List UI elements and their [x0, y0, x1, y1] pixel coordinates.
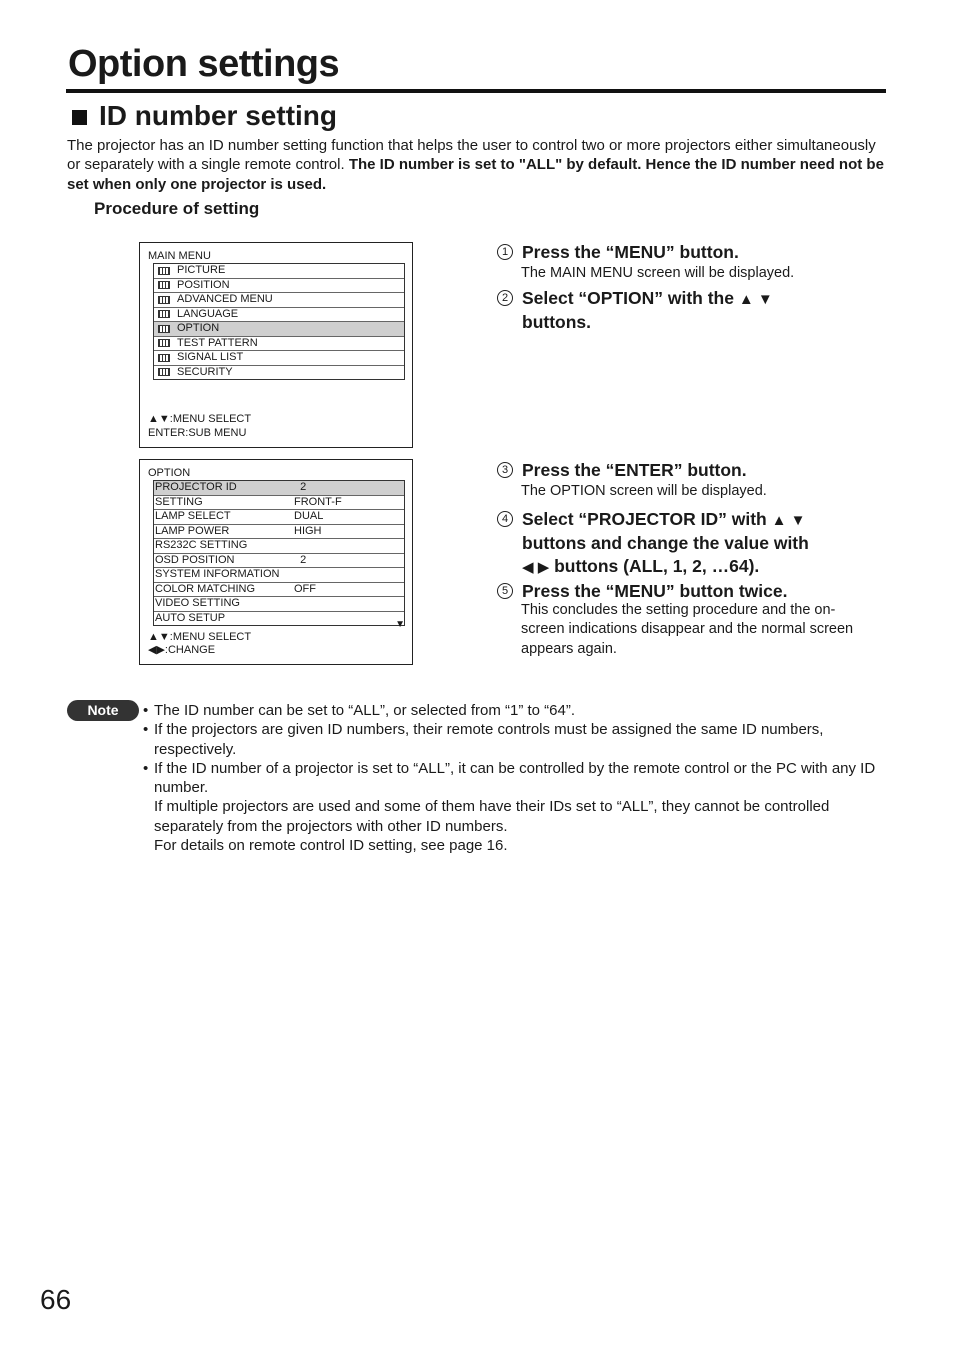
step-heading: Select “PROJECTOR ID” with: [522, 509, 772, 529]
square-bullet-icon: [72, 110, 87, 125]
step-5: [497, 580, 877, 659]
intro-bold-text: The ID number is set to "ALL" by default. Hence the ID number need not be set when only one projector is used.: [67, 156, 884, 193]
note-continuation: For details on remote control ID setting, see page 16.: [154, 837, 508, 855]
option-row-projector-id[interactable]: [154, 481, 404, 496]
note-badge: Note: [67, 700, 139, 721]
step-heading: Press the “MENU” button twice.: [522, 581, 788, 601]
step-heading: Press the “MENU” button.: [522, 242, 739, 262]
menu-item-label: SECURITY: [177, 365, 233, 378]
option-row-system-information[interactable]: [154, 568, 404, 583]
picture-icon: [158, 267, 170, 275]
option-label: AUTO SETUP: [155, 611, 226, 624]
menu-item-label: OPTION: [177, 322, 220, 335]
step-4: [497, 508, 809, 579]
option-label: LAMP POWER: [155, 524, 230, 537]
step-number-circle: 2: [497, 290, 513, 306]
security-icon: [158, 368, 170, 376]
page-number: 66: [40, 1284, 72, 1315]
option-label: PROJECTOR ID: [155, 481, 237, 494]
step-number-circle: 3: [497, 462, 513, 478]
language-icon: [158, 310, 170, 318]
bullet: •: [143, 702, 149, 719]
option-label: OSD POSITION: [155, 553, 235, 566]
step-description: This concludes the setting procedure and the on-screen indications disappear and the normal screen appears again.: [521, 602, 854, 657]
menu-item-test-pattern[interactable]: [154, 337, 404, 352]
option-screen: [139, 459, 413, 665]
option-row-setting[interactable]: [154, 496, 404, 511]
note-text: If the ID number of a projector is set to “ALL”, it can be controlled by the remote control or the PC with any ID number.: [154, 759, 876, 797]
option-row-video-setting[interactable]: [154, 597, 404, 612]
menu-footer-enter: ENTER:SUB MENU: [148, 427, 247, 439]
step-heading: Select “OPTION” with the: [522, 288, 739, 308]
test-pattern-icon: [158, 339, 170, 347]
left-right-arrows-icon: ◀ ▶: [522, 559, 550, 576]
step-heading: Press the “ENTER” button.: [522, 460, 747, 480]
section-heading: [72, 98, 337, 134]
option-label: SETTING: [155, 495, 203, 508]
bullet: •: [143, 759, 149, 777]
option-label: SYSTEM INFORMATION: [155, 568, 280, 581]
step-description: The OPTION screen will be displayed.: [521, 483, 767, 499]
main-menu-list: [153, 263, 405, 380]
option-value: DUAL: [294, 510, 324, 523]
position-icon: [158, 281, 170, 289]
option-footer-select: ▲▼:MENU SELECT: [148, 631, 252, 643]
menu-item-position[interactable]: [154, 279, 404, 294]
main-menu-title: MAIN MENU: [148, 250, 211, 262]
menu-item-label: SIGNAL LIST: [177, 351, 244, 364]
option-row-rs232c-setting[interactable]: [154, 539, 404, 554]
step-description: The MAIN MENU screen will be displayed.: [521, 265, 795, 281]
menu-item-label: POSITION: [177, 278, 230, 291]
step-number-circle: 1: [497, 244, 513, 260]
step-1: [497, 241, 794, 283]
step-heading-cont: buttons.: [522, 312, 592, 332]
option-value: OFF: [294, 582, 316, 595]
signal-list-icon: [158, 354, 170, 362]
option-value: 2: [294, 481, 307, 494]
option-value: 2: [294, 553, 307, 566]
menu-item-label: ADVANCED MENU: [177, 293, 273, 306]
note-list: [143, 701, 883, 855]
menu-item-language[interactable]: [154, 308, 404, 323]
note-text: If the projectors are given ID numbers, their remote controls must be assigned the same ID numbers, respectively.: [154, 721, 824, 758]
option-list: [153, 480, 405, 626]
option-row-color-matching[interactable]: [154, 583, 404, 598]
advanced-menu-icon: [158, 296, 170, 304]
note-text: The ID number can be set to “ALL”, or selected from “1” to “64”.: [154, 702, 576, 719]
option-row-osd-position[interactable]: [154, 554, 404, 569]
menu-item-advanced-menu[interactable]: [154, 293, 404, 308]
step-heading-cont2: buttons (ALL, 1, 2, …64).: [549, 556, 760, 576]
page-title: Option settings: [68, 43, 340, 85]
option-icon: [158, 325, 170, 333]
title-rule: [66, 89, 886, 93]
option-label: VIDEO SETTING: [155, 597, 240, 610]
option-label: LAMP SELECT: [155, 510, 231, 523]
option-label: RS232C SETTING: [155, 539, 248, 552]
menu-item-option[interactable]: [154, 322, 404, 337]
step-3: [497, 459, 767, 501]
procedure-heading: Procedure of setting: [94, 199, 260, 218]
step-heading-cont: buttons and change the value with: [522, 533, 809, 553]
menu-footer-select: ▲▼:MENU SELECT: [148, 413, 252, 425]
option-label: COLOR MATCHING: [155, 582, 256, 595]
menu-item-label: LANGUAGE: [177, 307, 239, 320]
option-footer-change: ◀▶:CHANGE: [148, 644, 216, 656]
step-number-circle: 5: [497, 583, 513, 599]
option-value: FRONT-F: [294, 495, 342, 508]
note-continuation: If multiple projectors are used and some of them have their IDs set to “ALL”, they cannot be controlled separately from the projectors with other ID numbers.: [154, 798, 830, 835]
menu-item-label: TEST PATTERN: [177, 336, 258, 349]
up-down-arrows-icon: ▲ ▼: [738, 291, 773, 308]
step-2: [497, 287, 773, 334]
option-row-lamp-power[interactable]: [154, 525, 404, 540]
main-menu-screen: [139, 242, 413, 448]
step-number-circle: 4: [497, 511, 513, 527]
menu-item-label: PICTURE: [177, 264, 226, 277]
menu-item-signal-list[interactable]: [154, 351, 404, 366]
option-row-lamp-select[interactable]: [154, 510, 404, 525]
intro-text: The projector has an ID number setting function that helps the user to control two or more projectors either simultaneously or separately with a single remote control.: [67, 137, 876, 174]
option-row-auto-setup[interactable]: [154, 612, 404, 626]
bullet: •: [143, 721, 149, 739]
section-title: ID number setting: [99, 100, 338, 131]
note-item: [143, 701, 883, 720]
option-screen-title: OPTION: [148, 467, 191, 479]
intro-paragraph: [67, 136, 887, 194]
up-down-arrows-icon: ▲ ▼: [771, 512, 806, 529]
scroll-down-icon: ▼: [395, 619, 405, 630]
menu-item-picture[interactable]: [154, 264, 404, 279]
note-item: [143, 759, 883, 798]
menu-item-security[interactable]: [154, 366, 404, 380]
option-value: HIGH: [294, 524, 322, 537]
note-item: [143, 720, 883, 759]
